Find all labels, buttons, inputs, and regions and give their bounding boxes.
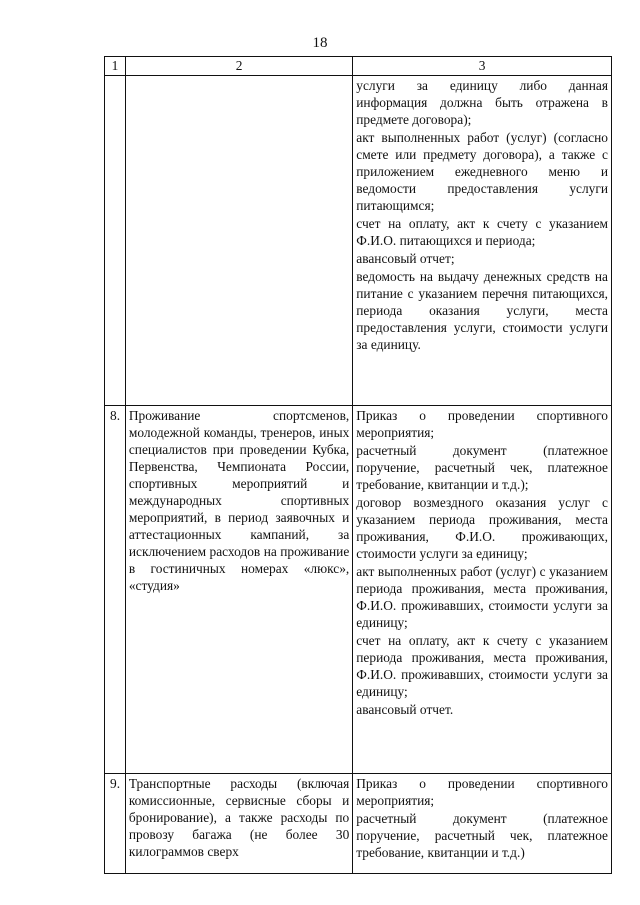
list-item: расчетный документ (платежное поручение, расчетный чек, платежное требование, квитанции и т.д.); (356, 443, 608, 492)
row-documents (353, 406, 612, 774)
table-row (105, 774, 612, 874)
list-item: счет на оплату, акт к счету с указанием периода проживания, места проживания, Ф.И.О. проживавших, стоимости услуги за единицу; (356, 633, 608, 699)
list-item: договор возмездного оказания услуг с указанием периода проживания, места проживания, Ф.И.О. проживающих, стоимости услуги за единицу; (356, 495, 608, 561)
list-item: акт выполненных работ (услуг) с указанием периода проживания, места проживания, Ф.И.О. проживавших, стоимости услуги за единицу; (356, 564, 608, 630)
row-description: Проживание спортсменов, молодежной команды, тренеров, иных специалистов при проведении Кубка, Первенства, Чемпионата России, спортивных мероприятий и международных спортивных мероприятий, в период заявочных и аттестационных кампаний, за исключением расходов на проживание в гостиничных номерах «люкс», «студия» (125, 406, 352, 774)
row-documents (353, 76, 612, 406)
list-item: услуги за единицу либо данная информация должна быть отражена в предмете договора); (356, 78, 608, 127)
document-table (104, 56, 612, 874)
row-number: 8. (105, 406, 126, 774)
row-number: 9. (105, 774, 126, 874)
column-header-1: 1 (105, 57, 126, 76)
page-number: 18 (312, 35, 328, 51)
row-number (105, 76, 126, 406)
list-item: акт выполненных работ (услуг) (согласно смете или предмету договора), а также с приложением ежедневного меню и ведомости предоставления услуги питающимся; (356, 130, 608, 213)
list-item: Приказ о проведении спортивного мероприятия; (356, 776, 608, 808)
list-item: авансовый отчет. (356, 702, 454, 717)
list-item: расчетный документ (платежное поручение, расчетный чек, платежное требование, квитанции и т.д.) (356, 811, 608, 860)
column-header-3: 3 (353, 57, 612, 76)
list-item: Приказ о проведении спортивного мероприятия; (356, 408, 608, 440)
table-header-row (105, 57, 612, 76)
column-header-2: 2 (125, 57, 352, 76)
row-description: Транспортные расходы (включая комиссионные, сервисные сборы и бронирование), а также расходы по провозу багажа (не более 30 килограммов сверх (125, 774, 352, 874)
list-item: авансовый отчет; (356, 251, 455, 266)
row-description (125, 76, 352, 406)
table-row (105, 406, 612, 774)
list-item: счет на оплату, акт к счету с указанием Ф.И.О. питающихся и периода; (356, 216, 608, 248)
row-documents (353, 774, 612, 874)
list-item: ведомость на выдачу денежных средств на питание с указанием перечня питающихся, периода оказания услуги, места предоставления услуги, стоимости услуги за единицу. (356, 269, 608, 352)
table-row (105, 76, 612, 406)
